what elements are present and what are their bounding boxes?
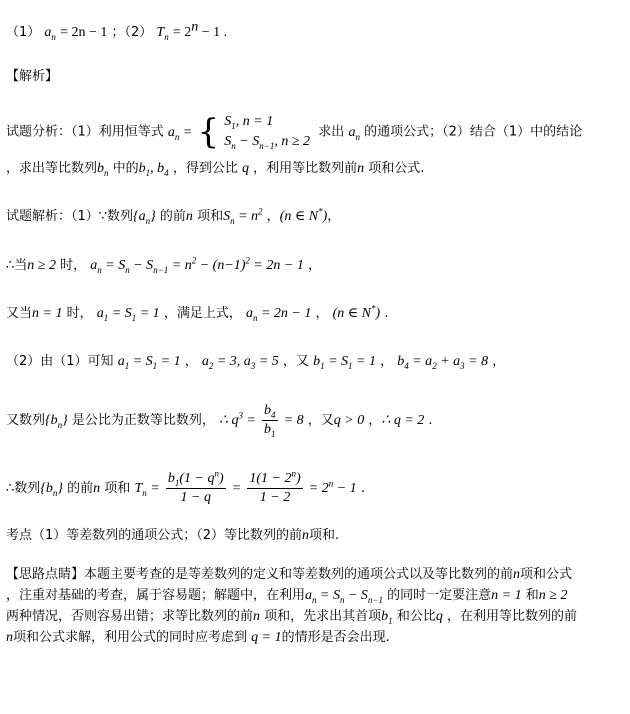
- solution-line-6: ∴数列$\{b_n\}$ 的前n 项和 $T_n$ = $\frac{b_1(1 - q^n)}{1 - q}$ = $\frac{1(1 - 2^n)}{1 - 2}$ = $2^n - 1$ .: [6, 468, 365, 505]
- solution-line-3: 又当n = 1 时， $a_1 = S_1 = 1$ ，满足上式， $a_n = 2n - 1$ ， (n ∈ N*) .: [6, 303, 389, 323]
- fraction-b4-b1: $\frac{b_4}{b_1}$: [264, 403, 276, 439]
- thought-line-2: ，求出等比数列$b_n$ 中的$b_1$, $b_4$ ，得到公比 q ，利用等比数列前n 项和公式.: [6, 161, 425, 178]
- thought-line-1: 试题分析：（1）利用恒等式 $a_n$ = { $S_1$, n = 1 $S_n - S_{n-1}$, n ≥ 2 求出 $a_n$ 的通项公式；（2）结合（1）中的结论: [6, 112, 583, 152]
- brace: {: [197, 112, 220, 152]
- fraction-sum-1: $\frac{b_1(1 - q^n)}{1 - q}$: [167, 468, 224, 505]
- answer-line: （1） $a_n = 2n - 1$ ；（2） $T_n = 2^n - 1$ .: [6, 19, 228, 42]
- math-tn: $T_n$: [156, 25, 169, 42]
- solution-line-2: ∴当n ≥ 2 时， $a_n = S_n - S_{n-1} = n^2 - (n-1)^2 = 2n - 1$ ，: [6, 255, 321, 275]
- solution-line-4: （2）由（1）可知 $a_1 = S_1 = 1$ ， $a_2 = 3$, $a_3 = 5$ ，又 $b_1 = S_1 = 1$ ， $b_4 = a_2 + a_3 = 8$ ，: [6, 354, 506, 371]
- review-line-3: 两种情况，否则容易出错；求等比数列的前n 项和，先求出其首项$b_1$ 和公比q ，在利用等比数列的前: [6, 609, 577, 626]
- analysis-header: 【解析】: [6, 69, 59, 84]
- fraction-sum-2: $\frac{1(1 - 2^n)}{1 - 2}$: [249, 468, 301, 505]
- piecewise: $S_1$, n = 1 $S_n - S_{n-1}$, n ≥ 2: [224, 114, 311, 151]
- solution-line-1: 试题解析：（1）∵数列$\{a_n\}$ 的前n 项和$S_n = n^2$ ，(n ∈ N*)，: [6, 206, 341, 226]
- review-line-2: ，注重对基础的考查，属于容易题；解题中，在利用$a_n = S_n - S_{n-1}$ 的同时一定要注意n = 1 和n ≥ 2: [6, 588, 568, 605]
- review-line-1: 【思路点睛】本题主要考查的是等差数列的定义和等差数列的通项公式以及等比数列的前n项和公式: [6, 567, 573, 582]
- keypoint-line: 考点（1）等差数列的通项公式；（2）等比数列的前n项和.: [6, 528, 340, 543]
- solution-line-5: 又数列$\{b_n\}$ 是公比为正数等比数列， ∴ $q^3$ = $\frac{b_4}{b_1}$ = 8 ，又q > 0 ，∴ q = 2 .: [6, 403, 433, 439]
- math-an: $a_n$: [44, 25, 56, 42]
- review-line-4: n项和公式求解，利用公式的同时应考虑到 q = 1的情形是否会出现.: [6, 630, 390, 645]
